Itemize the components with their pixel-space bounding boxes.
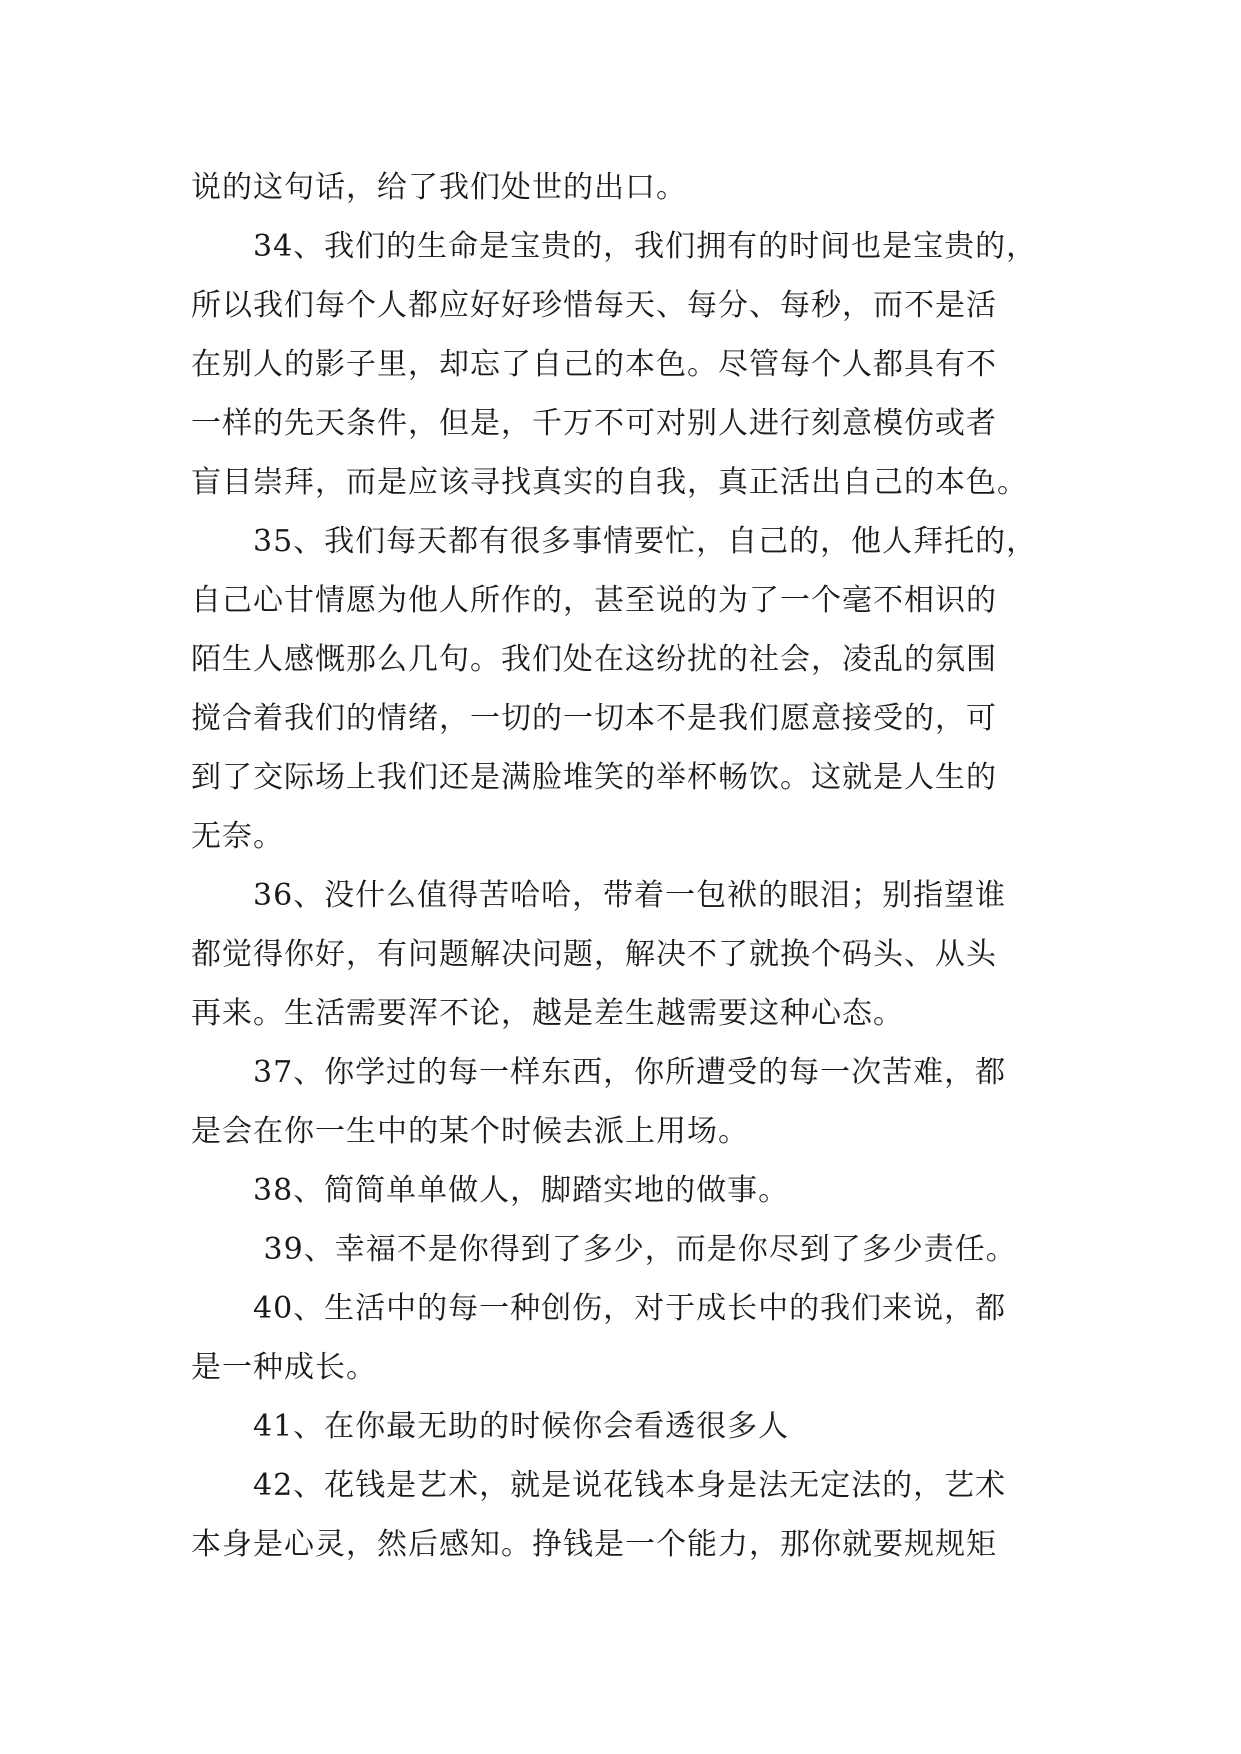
text-line: 再来。生活需要浑不论，越是差生越需要这种心态。 [191, 996, 904, 1031]
text-line: 所以我们每个人都应好好珍惜每天、每分、每秒，而不是活 [191, 288, 997, 323]
text-line: 到了交际场上我们还是满脸堆笑的举杯畅饮。这就是人生的 [191, 760, 997, 795]
text-line: 41、在你最无助的时候你会看透很多人 [191, 1409, 790, 1444]
text-line: 无奈。 [191, 819, 284, 854]
text-line: 是一种成长。 [191, 1350, 377, 1385]
text-line: 34、我们的生命是宝贵的，我们拥有的时间也是宝贵的， [191, 229, 1038, 264]
text-line: 在别人的影子里，却忘了自己的本色。尽管每个人都具有不 [191, 347, 997, 382]
text-line: 37、你学过的每一样东西，你所遭受的每一次苦难，都 [191, 1055, 1007, 1090]
text-line: 搅合着我们的情绪，一切的一切本不是我们愿意接受的，可 [191, 701, 997, 736]
text-line: 40、生活中的每一种创伤，对于成长中的我们来说，都 [191, 1291, 1007, 1326]
document-body [191, 158, 1051, 1574]
text-line: 35、我们每天都有很多事情要忙，自己的，他人拜托的， [191, 524, 1038, 559]
text-line: 盲目崇拜，而是应该寻找真实的自我，真正活出自己的本色。 [191, 465, 1028, 500]
text-line: 39、幸福不是你得到了多少，而是你尽到了多少责任。 [191, 1232, 1017, 1267]
text-line: 36、没什么值得苦哈哈，带着一包袱的眼泪；别指望谁 [191, 878, 1007, 913]
text-line: 一样的先天条件，但是，千万不可对别人进行刻意模仿或者 [191, 406, 997, 441]
text-line: 38、简简单单做人，脚踏实地的做事。 [191, 1173, 790, 1208]
text-line: 都觉得你好，有问题解决问题，解决不了就换个码头、从头 [191, 937, 997, 972]
text-line: 自己心甘情愿为他人所作的，甚至说的为了一个毫不相识的 [191, 583, 997, 618]
text-line: 说的这句话，给了我们处世的出口。 [191, 170, 687, 205]
text-line: 陌生人感慨那么几句。我们处在这纷扰的社会，凌乱的氛围 [191, 642, 997, 677]
text-line: 本身是心灵，然后感知。挣钱是一个能力，那你就要规规矩 [191, 1527, 997, 1562]
text-line: 是会在你一生中的某个时候去派上用场。 [191, 1114, 749, 1149]
text-line: 42、花钱是艺术，就是说花钱本身是法无定法的，艺术 [191, 1468, 1007, 1503]
